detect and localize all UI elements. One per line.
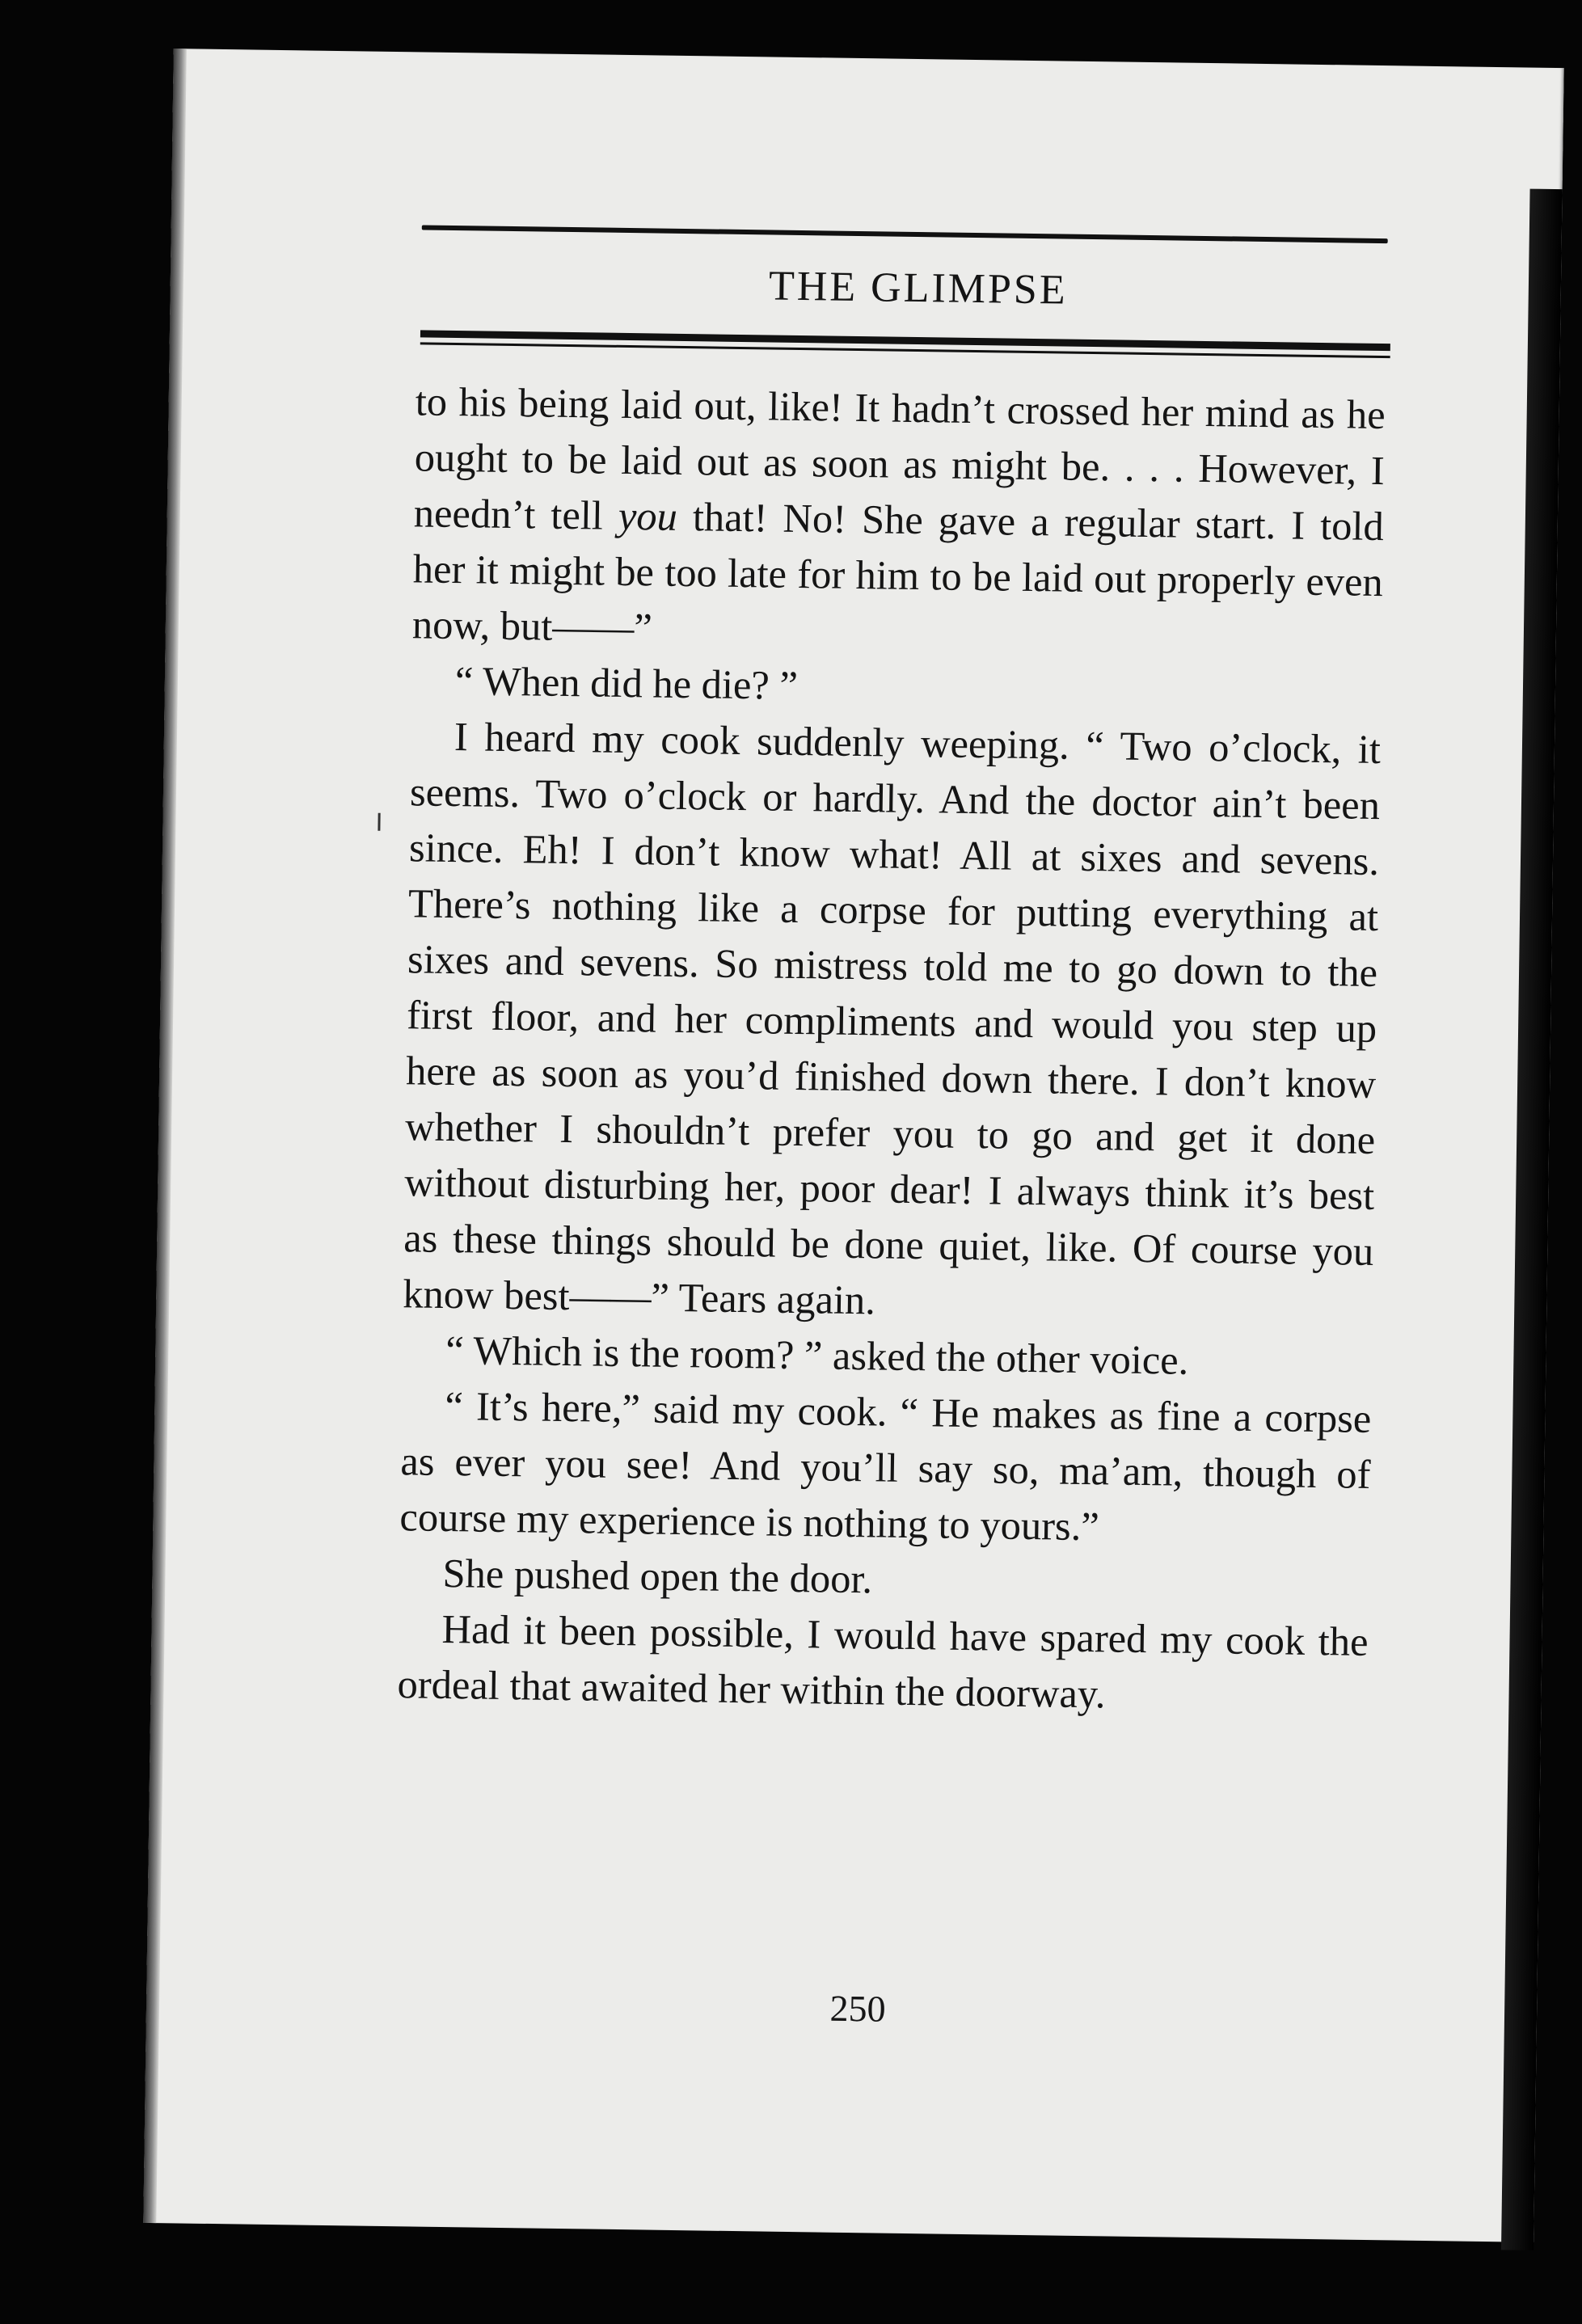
paragraph-7: Had it been possible, I would have spared my cook the ordeal that awaited her within the doorway.	[397, 1605, 1369, 1717]
paragraph-1	[411, 373, 1386, 666]
header-rule-top	[422, 225, 1388, 243]
paragraph-3: I heard my cook suddenly weeping. “ Two o’clock, it seems. Two o’clock or hardly. And the doctor ain’t been since. Eh! I don’t know what! All at sixes and sevens. There’s nothing like a corpse for putting everything at sixes and sevens. So mistress told me to go down to the first floor, and her compliments and would you step up here as soon as you’d finished down there. I don’t know whether I shouldn’t prefer you to go and get it done without disturbing her, poor dear! I always think it’s best as these things should be done quiet, like. Of course you know best——” Tears again.	[402, 714, 1382, 1323]
paragraph-4: “ Which is the room? ” asked the other voice.	[445, 1326, 1189, 1383]
margin-mark	[378, 813, 380, 831]
paragraph-1-emphasis: you	[618, 492, 678, 539]
book-page	[143, 49, 1563, 2242]
paragraph-1-text: to his being laid out, like! It hadn’t crossed her mind as he ought to be laid out as soon as might be. . . . However, I needn’t tell	[413, 378, 1386, 538]
page-number: 250	[829, 1987, 886, 2030]
header-rule-double	[420, 330, 1390, 358]
page-binding-edge	[143, 49, 187, 2223]
paragraph-2: “ When did he die? ”	[454, 658, 799, 708]
body-text	[397, 373, 1386, 1726]
paragraph-6: She pushed open the door.	[442, 1550, 873, 1602]
running-title: THE GLIMPSE	[768, 263, 1068, 314]
adjacent-page-shadow	[1501, 189, 1563, 2250]
running-head	[420, 225, 1392, 358]
paragraph-5: “ It’s here,” said my cook. “ He makes as fine a corpse as ever you see! And you’ll say so, ma’am, though of course my experience is nothing to yours.”	[399, 1382, 1372, 1550]
paragraph-1-tail: that! No! She gave a regular start. I told her it might be too late for him to be laid out properly even now, but——”	[411, 493, 1385, 651]
header-rule-thick	[420, 330, 1390, 351]
